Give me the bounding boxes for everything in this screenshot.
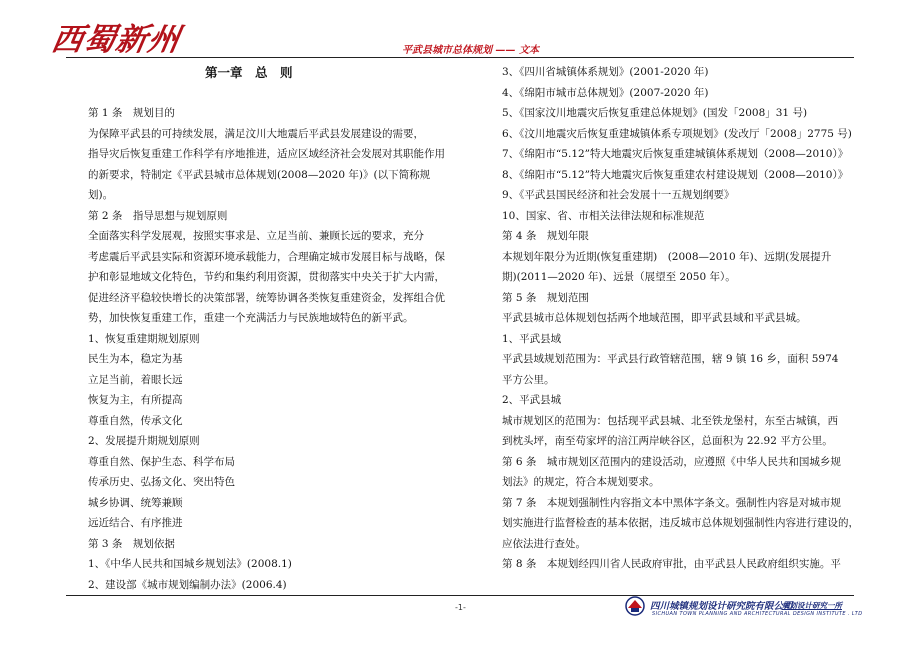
text-line: 第 7 条 本规划强制性内容指文本中黑体字条文。强制性内容是对城市规	[502, 496, 841, 509]
text-line: 第 8 条 本规划经四川省人民政府审批，由平武县人民政府组织实施。平	[502, 558, 841, 570]
text-line: 第 3 条 规划依据	[88, 537, 175, 550]
text-line: 的新要求，特制定《平武县城市总体规划(2008—2020 年)》(以下简称规划)。	[88, 168, 431, 201]
text-line: 9、《平武县国民经济和社会发展十一五规划纲要》	[502, 189, 735, 201]
text-line: 1、恢复重建期规划原则	[88, 332, 200, 345]
text-line: 1、平武县域	[502, 332, 562, 345]
footer-divider	[66, 595, 854, 596]
text-line: 3、《四川省城镇体系规划》(2001-2020 年)	[502, 66, 709, 78]
text-line: 期)(2011—2020 年)、远景（展望至 2050 年）。	[502, 271, 736, 283]
institute-name: 四川城镇规划设计研究院有限公司	[650, 601, 793, 612]
text-line: 应依法进行查处。	[502, 537, 586, 550]
text-line: 指导灾后恢复重建工作科学有序地推进，适应区域经济社会发展对其职能作用	[88, 148, 445, 160]
chapter-title: 第一章 总 则	[205, 65, 293, 80]
institute-english-name: SICHUAN TOWN PLANNING AND ARCHITECTURAL DESIGN INSTITUTE . LTD	[652, 611, 863, 617]
institute-department: 规划设计研究一所	[782, 601, 842, 610]
text-line: 4、《绵阳市城市总体规划》(2007-2020 年)	[502, 86, 709, 99]
text-line: 全面落实科学发展观，按照实事求是、立足当前、兼顾长远的要求，充分	[88, 230, 424, 242]
text-line: 护和彰显地域文化特色，节约和集约利用资源，贯彻落实中央关于扩大内需，	[88, 271, 445, 283]
text-line: 5、《国家汶川地震灾后恢复重建总体规划》(国发「2008」31 号)	[502, 107, 808, 119]
text-line: 7、《绵阳市“5.12”特大地震灾后恢复重建城镇体系规划（2008—2010）》	[502, 148, 849, 160]
text-line: 远近结合、有序推进	[88, 517, 183, 529]
text-line: 平武县域规划范围为：平武县行政管辖范围，辖 9 镇 16 乡，面积 5974	[502, 353, 839, 365]
text-line: 8、《绵阳市“5.12”特大地震灾后恢复重建农村建设规划（2008—2010）》	[502, 168, 849, 181]
text-line: 划法》的规定，符合本规划要求。	[502, 476, 660, 488]
text-line: 第 2 条 指导思想与规划原则	[88, 209, 228, 222]
text-line: 城乡协调、统筹兼顾	[88, 496, 183, 509]
text-line: 考虑震后平武县实际和资源环境承载能力，合理确定城市发展目标与战略，保	[88, 250, 445, 263]
text-line: 平方公里。	[502, 373, 555, 386]
text-line: 第 5 条 规划范围	[502, 291, 589, 304]
text-line: 1、《中华人民共和国城乡规划法》(2008.1)	[88, 558, 292, 570]
text-line: 2、建设部《城市规划编制办法》(2006.4)	[88, 578, 287, 591]
text-line: 第 1 条 规划目的	[88, 107, 175, 119]
text-line: 划实施进行监督检查的基本依据，违反城市总体规划强制性内容进行建设的，	[502, 517, 859, 529]
text-line: 2、平武县城	[502, 394, 562, 406]
text-line: 促进经济平稳较快增长的决策部署，统筹协调各类恢复重建资金，发挥组合优	[88, 291, 445, 304]
text-line: 平武县城市总体规划包括两个地域范围，即平武县域和平武县城。	[502, 312, 807, 324]
left-column	[88, 62, 453, 595]
right-column	[502, 62, 862, 575]
text-line: 本规划年限分为近期(恢复重建期) (2008—2010 年)、远期(发展提升	[502, 250, 832, 263]
text-line: 城市规划区的范围为：包括现平武县城、北至铁龙堡村，东至古城镇，西	[502, 414, 838, 427]
text-line: 第 6 条 城市规划区范围内的建设活动，应遵照《中华人民共和国城乡规	[502, 455, 841, 468]
logo: 西蜀新州	[48, 22, 184, 58]
institute-logo-icon	[625, 596, 645, 616]
text-line: 尊重自然、保护生态、科学布局	[88, 455, 235, 468]
text-line: 传承历史、弘扬文化、突出特色	[88, 476, 235, 488]
text-line: 6、《汶川地震灾后恢复重建城镇体系专项规划》(发改厅「2008」2775 号)	[502, 127, 852, 140]
text-line: 立足当前，着眼长远	[88, 373, 183, 386]
text-line: 民生为本，稳定为基	[88, 353, 183, 365]
text-line: 2、发展提升期规划原则	[88, 435, 200, 447]
text-line: 恢复为主，有所提高	[88, 394, 183, 406]
text-line: 尊重自然，传承文化	[88, 414, 183, 427]
text-line: 第 4 条 规划年限	[502, 230, 589, 242]
text-line: 为保障平武县的可持续发展，满足汶川大地震后平武县发展建设的需要，	[88, 127, 424, 140]
text-line: 势，加快恢复重建工作，重建一个充满活力与民族地域特色的新平武。	[88, 312, 414, 324]
document-title: 平武县城市总体规划 —— 文本	[402, 45, 539, 56]
text-line: 到枕头坪，南至苟家坪的涪江两岸峡谷区，总面积为 22.92 平方公里。	[502, 435, 833, 447]
header-divider	[66, 57, 854, 58]
page-number: -1-	[455, 603, 466, 612]
text-line: 10、国家、省、市相关法律法规和标准规范	[502, 209, 705, 222]
